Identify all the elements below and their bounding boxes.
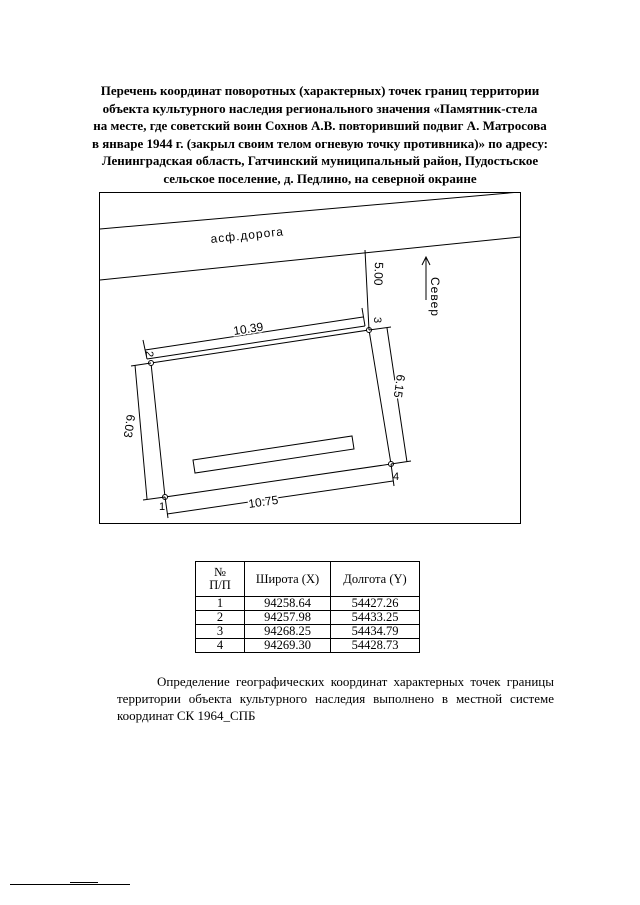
cell-longitude: 54427.26 [331, 597, 420, 611]
point-label-3: 3 [371, 317, 383, 324]
column-header-number [196, 562, 245, 597]
note-rest: территории объекта культурного наследия выполнено в местной системе координат СК 1964_СПБ [117, 691, 554, 723]
document-title [60, 82, 580, 187]
cell-number: 2 [196, 611, 245, 625]
cell-latitude: 94258.64 [245, 597, 331, 611]
dimension-line-road [365, 250, 369, 330]
cell-latitude: 94269.30 [245, 639, 331, 653]
dimension-top: 10.39 [232, 319, 265, 338]
table-row [196, 625, 420, 639]
cell-number: 4 [196, 639, 245, 653]
column-header-longitude: Долгота (Y) [331, 562, 420, 597]
dimension-right: 6.15 [390, 373, 408, 399]
road-label: асф.дорога [209, 224, 285, 246]
table-row [196, 597, 420, 611]
cell-number: 1 [196, 597, 245, 611]
note-first-line: Определение географических координат характерных точек границы [157, 674, 554, 689]
cell-longitude: 54433.25 [331, 611, 420, 625]
title-line: на месте, где советский воин Сохнов А.В. повторивший подвиг А. Матросова [93, 118, 547, 133]
territory-boundary [151, 330, 391, 497]
cell-longitude: 54428.73 [331, 639, 420, 653]
footer-rule-accent [70, 882, 98, 883]
dimension-line-bottom [167, 481, 393, 514]
north-label: Север [428, 277, 442, 317]
footer-rule [10, 884, 130, 885]
road-edge-top [100, 192, 520, 229]
cell-latitude: 94257.98 [245, 611, 331, 625]
table-header-row [196, 562, 420, 597]
dimension-bottom: 10.75 [247, 492, 280, 511]
cell-number: 3 [196, 625, 245, 639]
point-label-2: 2 [143, 351, 155, 358]
coordinates-table [195, 561, 420, 653]
dimension-road: 5.00 [371, 261, 386, 286]
road-edge-bottom [100, 237, 520, 280]
dimension-left: 6.03 [120, 413, 138, 439]
site-plan-drawing [99, 192, 521, 524]
column-header-latitude: Широта (X) [245, 562, 331, 597]
title-line: в январе 1944 г. (закрыл своим телом огневую точку противника)» по адресу: [91, 135, 549, 151]
coordinate-system-note [117, 673, 554, 724]
table-row [196, 639, 420, 653]
cell-latitude: 94268.25 [245, 625, 331, 639]
cell-longitude: 54434.79 [331, 625, 420, 639]
table-row [196, 611, 420, 625]
point-label-1: 1 [159, 501, 166, 513]
dimension-line-left [135, 365, 147, 499]
column-header-number-label: № П/П [209, 565, 231, 592]
point-label-4: 4 [393, 471, 400, 483]
title-line: сельское поселение, д. Педлино, на северной окраине [163, 170, 477, 186]
title-line: Ленинградская область, Гатчинский муниципальный район, Пудостьское [101, 153, 539, 168]
title-line: объекта культурного наследия регионального значения «Памятник-стела [102, 100, 538, 116]
title-line: Перечень координат поворотных (характерных) точек границ территории [100, 83, 540, 98]
monument-stele [193, 436, 354, 473]
